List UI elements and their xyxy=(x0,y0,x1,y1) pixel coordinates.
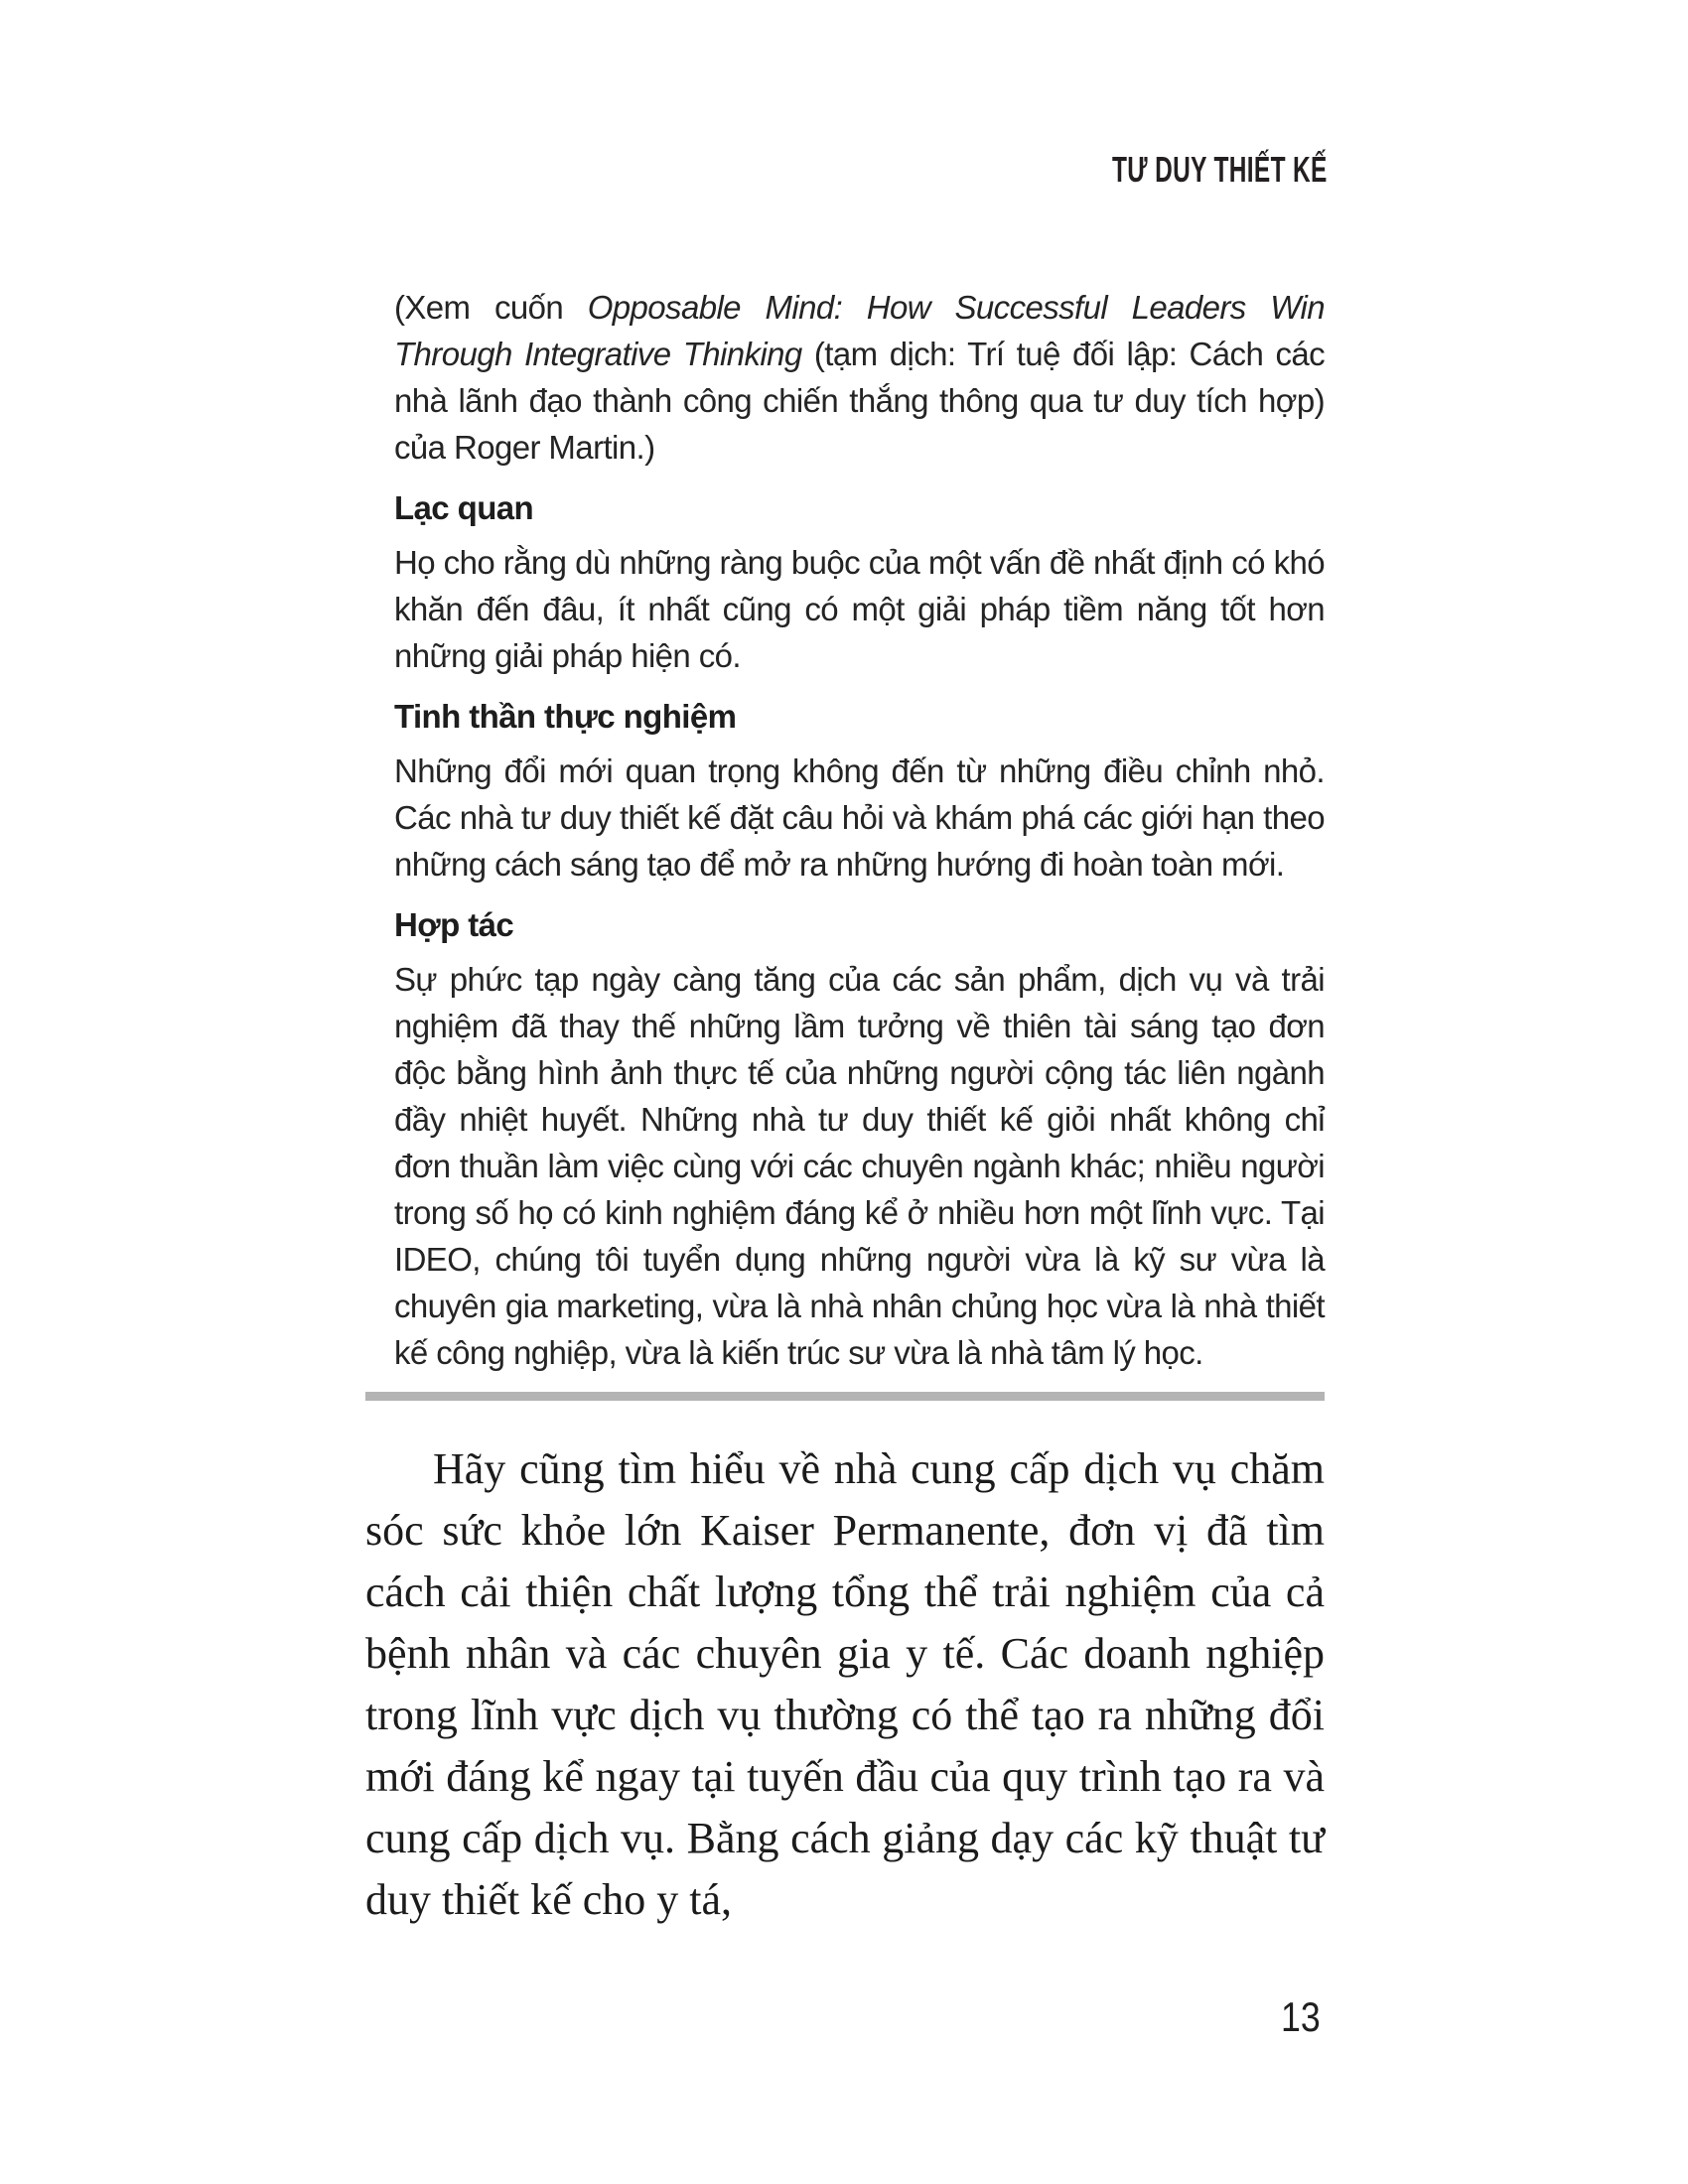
running-head-title: TƯ DUY THIẾT KẾ xyxy=(1112,149,1328,190)
quote-intro-post: (tạm dịch: Trí tuệ đối lập: Cách các nhà lãnh đạo thành công chiến thắng thông qua tư duy tích hợp) của Roger Martin.) xyxy=(394,336,1326,466)
section-body-optimism: Họ cho rằng dù những ràng buộc của một vấn đề nhất định có khó khăn đến đâu, ít nhất cũng có một giải pháp tiềm năng tốt hơn những giải pháp hiện có. xyxy=(394,544,1325,674)
section-body-collaboration: Sự phức tạp ngày càng tăng của các sản phẩm, dịch vụ và trải nghiệm đã thay thế những lầm tưởng về thiên tài sáng tạo đơn độc bằng hình ảnh thực tế của những người cộng tác liên ngành đầy nhiệt huyết. Những nhà tư duy thiết kế giỏi nhất không chỉ đơn thuần làm việc cùng với các chuyên ngành khác; nhiều người trong số họ có kinh nghiệm đáng kể ở nhiều hơn một lĩnh vực. Tại IDEO, chúng tôi tuyển dụng những người vừa là kỹ sư vừa là chuyên gia marketing, vừa là nhà nhân chủng học vừa là nhà thiết kế công nghiệp, vừa là kiến trúc sư vừa là nhà tâm lý học. xyxy=(394,961,1325,1371)
content-column xyxy=(365,284,1325,1931)
quote-intro-book-title: Opposable Mind: How Successful Leaders Win Through Integrative Thinking xyxy=(394,289,1325,372)
quote-intro-paragraph xyxy=(394,284,1325,471)
quote-block xyxy=(394,284,1325,1376)
quote-intro-pre: (Xem cuốn xyxy=(394,289,588,326)
main-text xyxy=(365,1438,1325,1931)
section-heading-experimentalism: Tinh thần thực nghiệm xyxy=(394,698,737,735)
section-heading-optimism: Lạc quan xyxy=(394,489,534,526)
section-divider xyxy=(365,1392,1325,1401)
page-number: 13 xyxy=(1281,1993,1321,2040)
section-heading-collaboration: Hợp tác xyxy=(394,906,514,943)
section-body-experimentalism: Những đổi mới quan trọng không đến từ những điều chỉnh nhỏ. Các nhà tư duy thiết kế đặt câu hỏi và khám phá các giới hạn theo những cách sáng tạo để mở ra những hướng đi hoàn toàn mới. xyxy=(394,752,1325,883)
main-paragraph: Hãy cũng tìm hiểu về nhà cung cấp dịch vụ chăm sóc sức khỏe lớn Kaiser Permanente, đơn vị đã tìm cách cải thiện chất lượng tổng thể trải nghiệm của cả bệnh nhân và các chuyên gia y tế. Các doanh nghiệp trong lĩnh vực dịch vụ thường có thể tạo ra những đổi mới đáng kể ngay tại tuyến đầu của quy trình tạo ra và cung cấp dịch vụ. Bằng cách giảng dạy các kỹ thuật tư duy thiết kế cho y tá, xyxy=(365,1444,1325,1924)
